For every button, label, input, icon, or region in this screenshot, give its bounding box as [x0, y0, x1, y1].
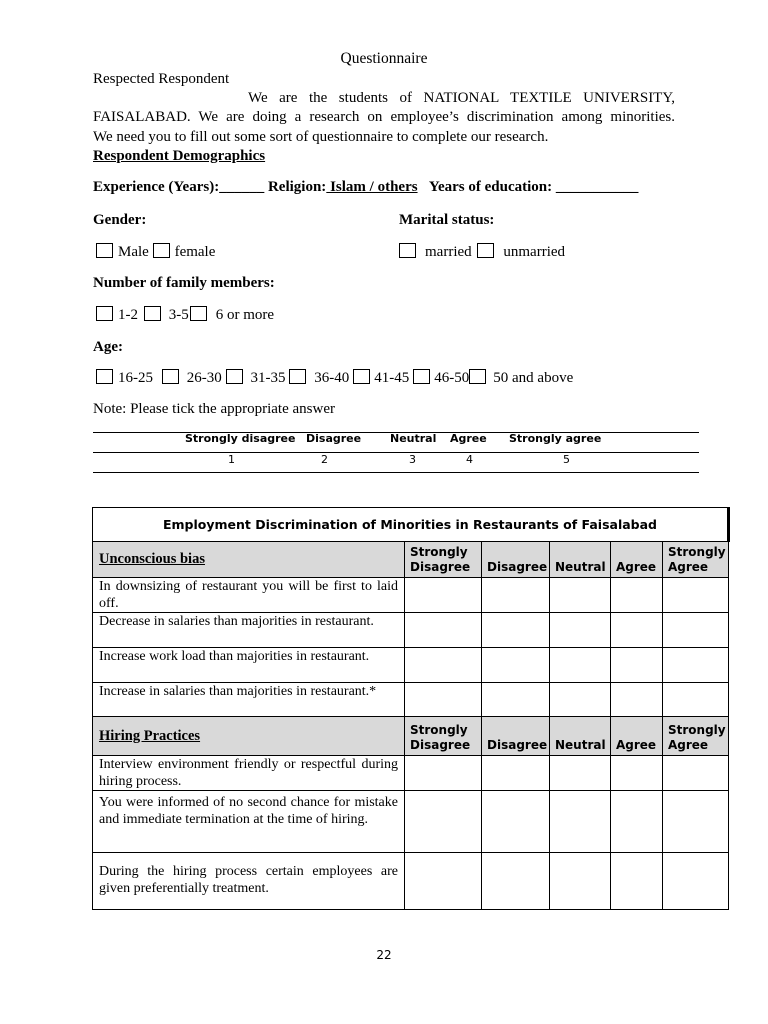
checkbox[interactable]: [469, 369, 486, 384]
checkbox[interactable]: [477, 243, 494, 258]
response-cell[interactable]: [482, 853, 550, 910]
response-cell[interactable]: [550, 756, 611, 791]
table-row: [93, 683, 729, 717]
family-options: [92, 306, 274, 324]
response-cell[interactable]: [550, 578, 611, 613]
marital-label: Marital status:: [399, 212, 495, 228]
response-cell[interactable]: [611, 853, 663, 910]
checkbox[interactable]: [289, 369, 306, 384]
response-cell[interactable]: [482, 578, 550, 613]
response-cell[interactable]: [550, 683, 611, 717]
checkbox[interactable]: [96, 369, 113, 384]
age-option-31-35[interactable]: 31-35: [226, 369, 286, 387]
response-cell[interactable]: [611, 648, 663, 683]
gender-label: Gender:: [93, 212, 147, 228]
divider: [93, 472, 699, 473]
scale-label-strongly-disagree: Strongly disagree: [185, 432, 296, 445]
age-option-50-and-above[interactable]: 50 and above: [469, 369, 573, 387]
table-title: Employment Discrimination of Minorities in Restaurants of Faisalabad: [92, 507, 728, 542]
salutation: Respected Respondent: [93, 71, 230, 87]
response-cell[interactable]: [611, 683, 663, 717]
age-option-41-45[interactable]: 41-45: [349, 369, 409, 387]
intro-line-3: We need you to fill out some sort of questionnaire to complete our research.: [93, 129, 549, 145]
page-title: Questionnaire: [340, 50, 428, 67]
response-cell[interactable]: [405, 791, 482, 853]
checkbox[interactable]: [399, 243, 416, 258]
column-header-strongly-agree: Strongly Agree: [663, 717, 729, 756]
response-cell[interactable]: [611, 578, 663, 613]
response-cell[interactable]: [405, 756, 482, 791]
response-cell[interactable]: [663, 791, 729, 853]
note: Note: Please tick the appropriate answer: [93, 401, 335, 417]
demographics-heading: Respondent Demographics: [93, 148, 266, 164]
column-header-neutral: Neutral: [550, 542, 611, 578]
response-cell[interactable]: [611, 791, 663, 853]
checkbox[interactable]: [353, 369, 370, 384]
checkbox[interactable]: [153, 243, 170, 258]
checkbox[interactable]: [162, 369, 179, 384]
scale-number-4: 4: [466, 453, 473, 466]
response-cell[interactable]: [405, 648, 482, 683]
scale-label-strongly-agree: Strongly agree: [509, 432, 602, 445]
response-cell[interactable]: [405, 683, 482, 717]
scale-number-3: 3: [409, 453, 416, 466]
response-cell[interactable]: [482, 613, 550, 648]
section-header-row: [93, 717, 729, 756]
education-input[interactable]: ___________: [552, 179, 639, 195]
column-header-agree: Agree: [611, 717, 663, 756]
response-cell[interactable]: [550, 648, 611, 683]
response-cell[interactable]: [663, 853, 729, 910]
response-cell[interactable]: [482, 756, 550, 791]
response-cell[interactable]: [550, 613, 611, 648]
age-label: Age:: [93, 339, 123, 355]
marital-options: [395, 243, 565, 261]
education-label: Years of education:: [428, 179, 553, 195]
marital-option-married[interactable]: married: [395, 243, 472, 261]
scale-label-disagree: Disagree: [306, 432, 362, 445]
marital-option-unmarried[interactable]: unmarried: [475, 243, 565, 261]
column-header-strongly-disagree: Strongly Disagree: [405, 717, 482, 756]
age-option-16-25[interactable]: 16-25: [92, 369, 153, 387]
scale-label-neutral: Neutral: [390, 432, 437, 445]
table-row: [93, 756, 729, 791]
scale-number-2: 2: [321, 453, 328, 466]
response-cell[interactable]: [611, 756, 663, 791]
experience-religion-education-row: [93, 179, 638, 196]
scale-number-5: 5: [563, 453, 570, 466]
column-header-neutral: Neutral: [550, 717, 611, 756]
response-cell[interactable]: [405, 613, 482, 648]
checkbox[interactable]: [226, 369, 243, 384]
scale-number-1: 1: [228, 453, 235, 466]
statement: In downsizing of restaurant you will be first to laid off.: [93, 578, 405, 613]
table-row: [93, 853, 729, 910]
checkbox[interactable]: [190, 306, 207, 321]
section-title-unconscious-bias: Unconscious bias: [93, 542, 405, 578]
table-row: [93, 791, 729, 853]
response-cell[interactable]: [482, 683, 550, 717]
checkbox[interactable]: [96, 243, 113, 258]
column-header-strongly-agree: Strongly Agree: [663, 542, 729, 578]
family-option-1-2[interactable]: 1-2: [92, 306, 138, 324]
table-row: [93, 613, 729, 648]
experience-label: Experience (Years):: [93, 179, 220, 195]
checkbox[interactable]: [144, 306, 161, 321]
divider: [93, 452, 699, 453]
family-option-6-or-more[interactable]: 6 or more: [189, 306, 274, 324]
response-cell[interactable]: [405, 853, 482, 910]
response-cell[interactable]: [482, 791, 550, 853]
statement: Increase work load than majorities in restaurant.: [93, 648, 405, 683]
checkbox[interactable]: [413, 369, 430, 384]
family-label: Number of family members:: [93, 275, 275, 291]
gender-option-male[interactable]: Male: [92, 243, 149, 261]
checkbox[interactable]: [96, 306, 113, 321]
response-cell[interactable]: [663, 648, 729, 683]
table-row: [93, 648, 729, 683]
intro-line-2: FAISALABAD. We are doing a research on employee’s discrimination among minorities.: [93, 109, 675, 125]
column-header-disagree: Disagree: [482, 542, 550, 578]
family-option-3-5[interactable]: 3-5: [142, 306, 189, 324]
religion-label: Religion:: [267, 179, 327, 195]
age-option-46-50[interactable]: 46-50: [409, 369, 469, 387]
age-option-36-40[interactable]: 36-40: [289, 369, 349, 387]
experience-input[interactable]: ______: [219, 179, 265, 195]
response-cell[interactable]: [482, 648, 550, 683]
age-options: [92, 369, 573, 387]
column-header-strongly-disagree: Strongly Disagree: [405, 542, 482, 578]
statement: During the hiring process certain employees are given preferentially treatment.: [93, 853, 405, 910]
response-cell[interactable]: [663, 756, 729, 791]
response-cell[interactable]: [663, 683, 729, 717]
age-option-26-30[interactable]: 26-30: [157, 369, 222, 387]
column-header-agree: Agree: [611, 542, 663, 578]
column-header-disagree: Disagree: [482, 717, 550, 756]
statement: Increase in salaries than majorities in restaurant.*: [93, 683, 405, 717]
gender-options: [92, 243, 215, 261]
page-number: 22: [376, 948, 392, 962]
statement: Decrease in salaries than majorities in restaurant.: [93, 613, 405, 648]
statement: You were informed of no second chance for mistake and immediate termination at the time of hiring.: [93, 791, 405, 853]
scale-label-agree: Agree: [450, 432, 487, 445]
intro-line-1: We are the students of NATIONAL TEXTILE UNIVERSITY,: [248, 90, 675, 106]
response-cell[interactable]: [663, 578, 729, 613]
section-title-hiring-practices: Hiring Practices: [93, 717, 405, 756]
gender-option-female[interactable]: female: [153, 243, 216, 261]
response-cell[interactable]: [550, 791, 611, 853]
statement: Interview environment friendly or respectful during hiring process.: [93, 756, 405, 791]
table-row: [93, 578, 729, 613]
response-cell[interactable]: [611, 613, 663, 648]
response-cell[interactable]: [663, 613, 729, 648]
religion-value[interactable]: Islam / others: [326, 179, 418, 195]
questionnaire-table: [92, 541, 729, 910]
section-header-row: [93, 542, 729, 578]
response-cell[interactable]: [550, 853, 611, 910]
response-cell[interactable]: [405, 578, 482, 613]
